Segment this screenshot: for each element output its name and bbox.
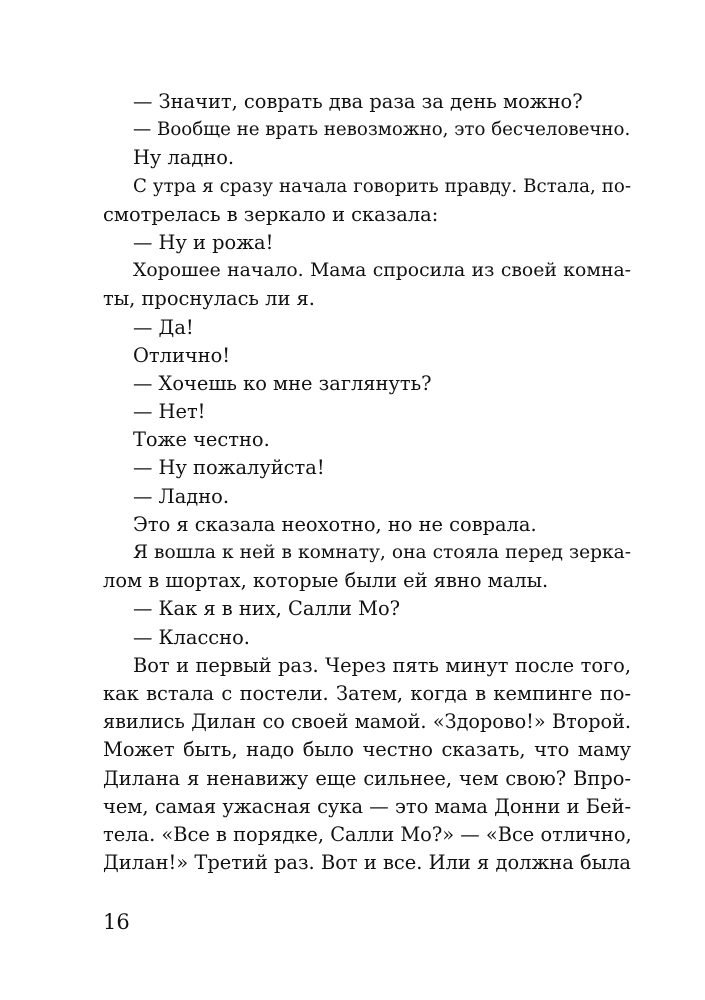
text-line: — Ну и рожа! — [133, 230, 274, 254]
text-line: тела. «Все в порядке, Салли Мо?» — «Все отлично, — [103, 822, 632, 846]
text-line: Я вошла к ней в комнату, она стояла перед зерка- — [133, 542, 631, 563]
text-line: — Нет! — [133, 400, 206, 424]
text-line: — Ладно. — [133, 484, 229, 508]
body-text — [103, 88, 631, 877]
text-line: — Вообще не врать невозможно, это бесчеловечно. — [133, 119, 631, 141]
text-line: лом в шортах, которые были ей явно малы. — [103, 569, 549, 593]
text-line: смотрелась в зеркало и сказала: — [103, 202, 439, 226]
text-line: Дилан!» Третий раз. Вот и все. Или я должна была — [103, 851, 631, 875]
text-line: С утра я сразу начала говорить правду. Встала, по- — [133, 175, 631, 197]
text-line: — Как я в них, Салли Мо? — [133, 597, 401, 621]
text-line: Вот и первый раз. Через пять минут после того, — [133, 653, 631, 677]
text-line: как встала с постели. Затем, когда в кемпинге по- — [103, 681, 631, 705]
text-line: — Значит, соврать два раза за день можно? — [133, 90, 583, 113]
text-line: — Классно. — [133, 625, 250, 649]
text-line: Может быть, надо было честно сказать, что маму — [103, 738, 631, 762]
text-line: чем, самая ужасная сука — это мама Донни и Бей- — [103, 794, 631, 818]
text-line: — Да! — [133, 315, 194, 339]
text-line: ты, проснулась ли я. — [103, 287, 315, 311]
text-line: Хорошее начало. Мама спросила из своей комна- — [133, 260, 631, 282]
text-line: Это я сказала неохотно, но не соврала. — [133, 512, 537, 536]
text-line: Дилана я ненавижу еще сильнее, чем свою? Впро- — [103, 766, 631, 790]
page-number: 16 — [103, 910, 130, 934]
text-line: — Хочешь ко мне заглянуть? — [133, 371, 432, 395]
text-line: Тоже честно. — [133, 428, 270, 452]
text-line: Отлично! — [133, 343, 231, 367]
text-line: — Ну пожалуйста! — [133, 456, 325, 480]
text-line: явились Дилан со своей мамой. «Здорово!» Второй. — [103, 710, 631, 734]
text-line: Ну ладно. — [133, 146, 235, 170]
